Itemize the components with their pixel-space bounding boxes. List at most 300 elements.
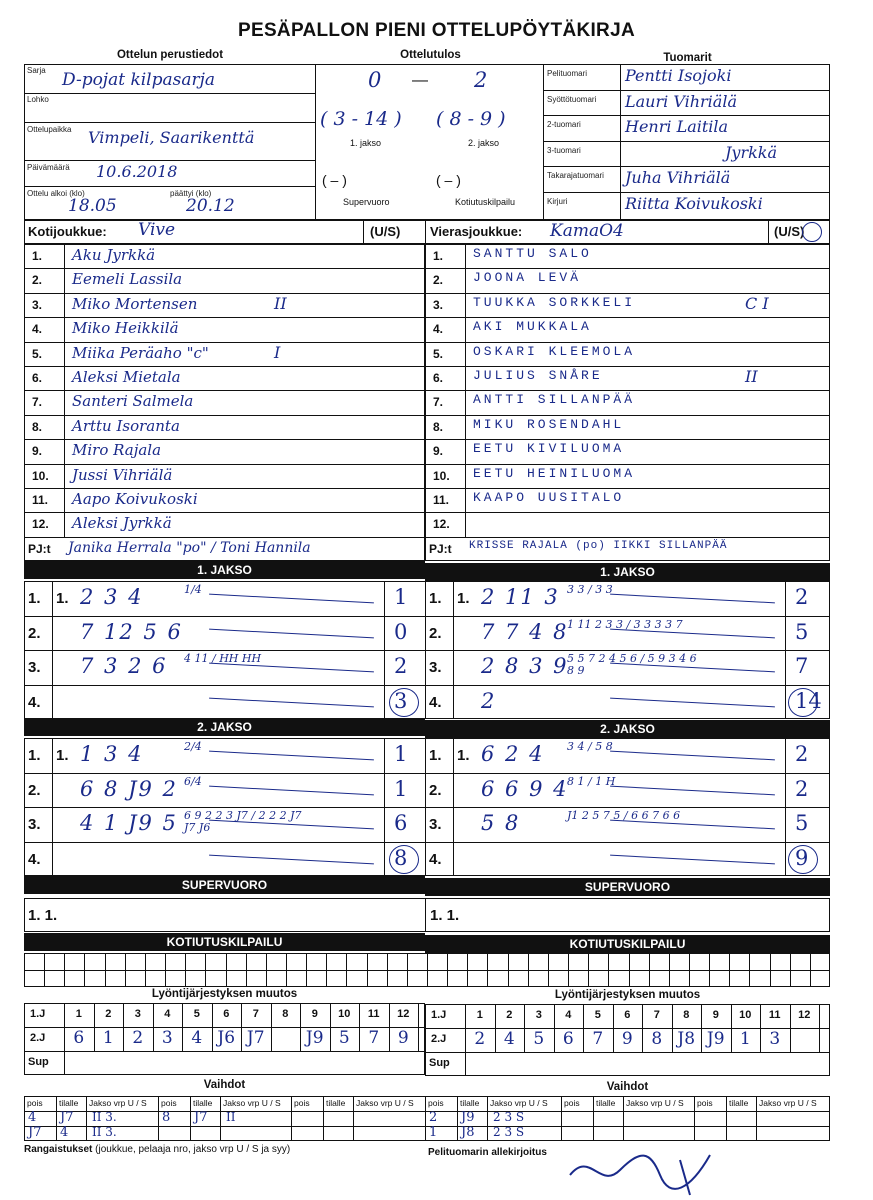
home-player-name: Eemeli Lassila bbox=[72, 270, 183, 289]
paikka-label: Ottelupaikka bbox=[27, 125, 72, 134]
order-col-header: 9 bbox=[311, 1008, 318, 1020]
inning-divider bbox=[24, 616, 425, 617]
home-team-name: Vive bbox=[138, 220, 176, 240]
away-player-name: AKI MUKKALA bbox=[473, 319, 592, 335]
kot-score: ( – ) bbox=[436, 172, 461, 188]
run-notes: 5 5 7 2 4 5 6 / 5 9 3 4 6 8 9 bbox=[567, 652, 697, 677]
away-player-number: 10. bbox=[433, 468, 450, 483]
penalties-note: (joukkue, pelaaja nro, jakso vrp U / S ja syy) bbox=[95, 1144, 291, 1155]
home-player-number: 1. bbox=[32, 249, 43, 263]
home-player-number: 7. bbox=[32, 395, 43, 410]
player-divider bbox=[425, 439, 830, 440]
away-player-name: MIKU ROSENDAHL bbox=[473, 416, 625, 432]
home-player-name: Santeri Salmela bbox=[72, 392, 194, 411]
run-notes: 1/4 bbox=[184, 583, 202, 596]
subs-col-header: tilalle bbox=[326, 1098, 346, 1108]
order-col-header: 10 bbox=[739, 1009, 752, 1021]
home-player-number: 8. bbox=[32, 419, 43, 434]
home-player-name: Miko Heikkilä bbox=[72, 319, 179, 338]
referee-col-divider bbox=[620, 64, 621, 220]
player-divider bbox=[425, 317, 830, 318]
subs-col-header: pois bbox=[697, 1098, 713, 1108]
inning-divider bbox=[24, 807, 425, 808]
inning-divider bbox=[24, 685, 425, 686]
away-player-name: JULIUS SNÅRE bbox=[473, 368, 603, 383]
player-divider bbox=[24, 537, 425, 538]
order-value: 1 bbox=[102, 1028, 114, 1048]
home-player-number: 4. bbox=[32, 322, 43, 337]
away-player-number: 6. bbox=[433, 371, 444, 385]
away-player-number: 4. bbox=[433, 322, 444, 337]
sub-in: J8 bbox=[461, 1125, 475, 1140]
alkoi-value: 18.05 bbox=[68, 196, 117, 216]
inning-runs: 1 bbox=[394, 585, 408, 609]
order-col-header: 5 bbox=[594, 1009, 601, 1021]
batting-sequence: 2 3 4 bbox=[80, 585, 144, 609]
home-player-name: Aku Jyrkkä bbox=[72, 246, 156, 264]
order-col-header: 10 bbox=[338, 1008, 351, 1020]
order-value: 8 bbox=[651, 1029, 663, 1049]
total-circle bbox=[389, 845, 419, 874]
away-player-name: EETU HEINILUOMA bbox=[473, 465, 636, 481]
super-score: ( – ) bbox=[322, 172, 347, 188]
inning-runs: 5 bbox=[795, 619, 809, 644]
player-divider bbox=[425, 512, 830, 513]
pvm-value: 10.6.2018 bbox=[96, 162, 178, 181]
inning-number: 1. bbox=[28, 747, 41, 764]
sarja-value: D-pojat kilpasarja bbox=[62, 70, 216, 90]
order-value: 1 bbox=[739, 1029, 751, 1049]
subs-col-header: tilalle bbox=[460, 1098, 480, 1108]
inning-number: 1. bbox=[28, 590, 41, 607]
player-divider bbox=[425, 464, 830, 465]
subs-col-header: tilalle bbox=[59, 1098, 79, 1108]
order-col-header: 12 bbox=[397, 1008, 410, 1020]
subs-row bbox=[24, 1126, 830, 1127]
super-label: Supervuoro bbox=[343, 197, 390, 207]
order-col-header: 1 bbox=[476, 1009, 483, 1021]
home-player-name: Aleksi Mietala bbox=[72, 368, 181, 386]
order-value: J6 bbox=[217, 1028, 236, 1048]
p1-label: 1. jakso bbox=[350, 138, 382, 148]
referee-name: Jyrkkä bbox=[725, 142, 778, 162]
inning-runs: 8 bbox=[394, 845, 408, 870]
p2-label: 2. jakso bbox=[468, 138, 500, 148]
subs-col-divider bbox=[756, 1096, 757, 1141]
subs-col-divider bbox=[56, 1096, 57, 1141]
subs-group-divider bbox=[425, 1096, 426, 1141]
run-notes: 3 3 / 3 3 bbox=[567, 583, 613, 596]
inning-divider bbox=[24, 842, 425, 843]
batting-sequence: 7 12 5 6 bbox=[80, 619, 183, 644]
inning-runs: 2 bbox=[394, 654, 408, 678]
player-divider bbox=[425, 415, 830, 416]
inning-runs: 6 bbox=[394, 811, 408, 835]
away-player-number: 3. bbox=[433, 297, 444, 312]
away-player-number: 12. bbox=[433, 517, 450, 532]
sub-in: J7 bbox=[60, 1110, 74, 1125]
player-divider bbox=[24, 512, 425, 513]
order-col-header: 9 bbox=[712, 1009, 719, 1021]
subs-col-header: pois bbox=[428, 1098, 444, 1108]
run-notes: 8 1 / 1 H bbox=[567, 774, 616, 788]
subs-col-header: Jakso vrp U / S bbox=[759, 1098, 817, 1108]
sub-period: 2 3 S bbox=[493, 1125, 525, 1139]
order-value: J9 bbox=[706, 1029, 725, 1049]
player-divider bbox=[24, 464, 425, 465]
order-row-label: 2.J bbox=[431, 1033, 447, 1045]
total-circle bbox=[788, 845, 818, 874]
order-value: 9 bbox=[621, 1029, 633, 1049]
inning-divider bbox=[24, 650, 425, 651]
period-band-away: 1. JAKSO bbox=[425, 563, 830, 581]
away-team-name: KamaO4 bbox=[550, 221, 624, 241]
alkoi-label: Ottelu alkoi (klo) bbox=[27, 189, 85, 198]
signature-scribble bbox=[560, 1130, 730, 1200]
referee-name: Lauri Vihriälä bbox=[625, 91, 737, 111]
inning-divider bbox=[425, 616, 830, 617]
inning-number: 2. bbox=[429, 624, 442, 642]
away-team-label: Vierasjoukkue: bbox=[430, 224, 523, 239]
away-pj-value: KRISSE RAJALA (po) IIKKI SILLANPÄÄ bbox=[469, 539, 728, 552]
super-band-away: SUPERVUORO bbox=[425, 878, 830, 896]
home-player-name: Jussi Vihriälä bbox=[72, 465, 173, 484]
away-player-name: KAAPO UUSITALO bbox=[473, 490, 625, 505]
home-player-number: 9. bbox=[32, 444, 43, 459]
run-notes: 4 11 / HH HH bbox=[184, 652, 262, 665]
referee-divider bbox=[543, 166, 830, 167]
subs-col-header: tilalle bbox=[596, 1098, 616, 1108]
subs-col-header: Jakso vrp U / S bbox=[223, 1098, 281, 1108]
order-col-header: 2 bbox=[506, 1009, 513, 1021]
p1-score: ( 3 - 14 ) bbox=[320, 108, 402, 130]
subs-col-divider bbox=[457, 1096, 458, 1141]
home-player-name: Miko Mortensen bbox=[72, 294, 198, 313]
away-player-number: 1. bbox=[433, 249, 444, 263]
away-player-name: TUUKKA SORKKELI bbox=[473, 294, 636, 310]
total-circle bbox=[788, 688, 818, 717]
inning-divider bbox=[425, 807, 830, 808]
order-value: 9 bbox=[397, 1028, 409, 1048]
subs-col-header: pois bbox=[161, 1098, 177, 1108]
subs-col-header: pois bbox=[564, 1098, 580, 1108]
subs-heading-away: Vaihdot bbox=[606, 1081, 649, 1093]
kot-label: Kotiutuskilpailu bbox=[455, 197, 516, 207]
inning-number: 3. bbox=[429, 659, 442, 676]
order-col-header: 3 bbox=[535, 1009, 542, 1021]
subs-col-header: tilalle bbox=[729, 1098, 749, 1108]
order-col-header: 6 bbox=[624, 1009, 631, 1021]
order-value: 7 bbox=[368, 1028, 380, 1048]
inning-number: 2. bbox=[28, 624, 41, 642]
batting-sequence: 4 1 J9 5 bbox=[80, 811, 178, 835]
order-col-divider bbox=[418, 1003, 419, 1051]
batting-sequence: 6 6 9 4 bbox=[481, 776, 569, 801]
order-row-label: 2.J bbox=[30, 1032, 46, 1044]
batting-sequence: 2 bbox=[481, 688, 497, 713]
sub-out: 8 bbox=[162, 1110, 171, 1125]
referee-name: Pentti Isojoki bbox=[625, 66, 732, 85]
run-notes: 3 4 / 5 8 bbox=[567, 740, 613, 753]
inning-runs: 5 bbox=[795, 811, 809, 835]
batting-sequence: 1 3 4 bbox=[80, 742, 144, 766]
inning-number: 4. bbox=[28, 850, 41, 868]
player-divider bbox=[24, 366, 425, 367]
inning-number: 4. bbox=[429, 850, 442, 868]
result-home: 0 bbox=[368, 68, 382, 92]
order-value: 5 bbox=[338, 1028, 350, 1048]
order-value: J7 bbox=[246, 1028, 265, 1048]
super-home-label: 1. 1. bbox=[28, 907, 58, 924]
order-col-header: 12 bbox=[798, 1009, 811, 1021]
order-col-header: 2 bbox=[105, 1008, 112, 1020]
referee-divider bbox=[543, 90, 830, 91]
inning-number: 4. bbox=[429, 693, 442, 711]
inning-divider bbox=[425, 685, 830, 686]
away-player-name: OSKARI KLEEMOLA bbox=[473, 343, 636, 359]
sarja-label: Sarja bbox=[27, 66, 46, 75]
player-divider bbox=[425, 268, 830, 269]
sub-in: J7 bbox=[194, 1110, 208, 1125]
subs-col-header: Jakso vrp U / S bbox=[356, 1098, 414, 1108]
run-notes: 2/4 bbox=[184, 740, 202, 753]
inning-number: 1. bbox=[429, 590, 442, 607]
inning-sub: 1. bbox=[457, 747, 470, 764]
home-player-number: 11. bbox=[32, 493, 49, 507]
run-notes: 6 9 2 2 3 J7 / 2 2 2 J7 J7 J6 bbox=[184, 809, 302, 834]
lohko-label: Lohko bbox=[27, 95, 49, 104]
away-player-number: 5. bbox=[433, 346, 444, 361]
order-value: 5 bbox=[533, 1029, 545, 1049]
order-col-header: 6 bbox=[223, 1008, 230, 1020]
home-player-name: Miika Peräaho "c" bbox=[72, 343, 209, 362]
away-player-name: SANTTU SALO bbox=[473, 246, 592, 261]
inning-number: 4. bbox=[28, 693, 41, 711]
away-pj-label: PJ:t bbox=[429, 541, 452, 556]
order-value: 6 bbox=[73, 1028, 85, 1048]
subs-col-divider bbox=[487, 1096, 488, 1141]
subs-col-header: Jakso vrp U / S bbox=[490, 1098, 548, 1108]
referee-label: 2-tuomari bbox=[547, 120, 581, 129]
player-divider bbox=[24, 488, 425, 489]
batting-sequence: 7 3 2 6 bbox=[80, 654, 168, 678]
home-player-number: 12. bbox=[32, 517, 49, 532]
away-player-name: EETU KIVILUOMA bbox=[473, 441, 625, 457]
order-col-header: 11 bbox=[768, 1009, 781, 1021]
player-divider bbox=[425, 342, 830, 343]
away-us: (U/S) bbox=[774, 224, 805, 239]
order-row-label: 1.J bbox=[431, 1009, 447, 1021]
order-col-header: 8 bbox=[282, 1008, 289, 1020]
sub-period: II 3. bbox=[92, 1110, 117, 1124]
order-col-header: 4 bbox=[164, 1008, 171, 1020]
away-player-name: ANTTI SILLANPÄÄ bbox=[473, 392, 636, 408]
away-player-mark: C I bbox=[745, 293, 769, 313]
home-player-name: Aleksi Jyrkkä bbox=[72, 514, 172, 533]
inning-number: 1. bbox=[429, 747, 442, 764]
inning-runs: 2 bbox=[795, 742, 809, 766]
referee-label: Syöttötuomari bbox=[547, 94, 597, 104]
subs-row bbox=[24, 1111, 830, 1112]
order-value: 7 bbox=[592, 1029, 604, 1049]
order-col-header: 7 bbox=[252, 1008, 259, 1020]
sub-in: 4 bbox=[60, 1125, 69, 1140]
subs-col-header: Jakso vrp U / S bbox=[626, 1098, 684, 1108]
period-band-home: 2. JAKSO bbox=[24, 718, 425, 736]
order-heading-away: Lyöntijärjestyksen muutos bbox=[554, 989, 701, 1001]
basic-info-heading: Ottelun perustiedot bbox=[116, 49, 224, 61]
order-value: 6 bbox=[562, 1029, 574, 1049]
away-player-number: 2. bbox=[433, 273, 444, 288]
order-heading-home: Lyöntijärjestyksen muutos bbox=[151, 988, 298, 1000]
away-player-number: 8. bbox=[433, 419, 444, 434]
inning-divider bbox=[24, 773, 425, 774]
referee-divider bbox=[543, 192, 830, 193]
sub-out: 4 bbox=[28, 1110, 37, 1125]
player-divider bbox=[425, 488, 830, 489]
paikka-value: Vimpeli, Saarikenttä bbox=[88, 128, 255, 147]
order-value: 3 bbox=[769, 1029, 781, 1049]
home-player-number: 2. bbox=[32, 273, 43, 288]
order-row-divider bbox=[24, 1051, 425, 1052]
order-row-label: Sup bbox=[28, 1056, 49, 1068]
kot-band-away: KOTIUTUSKILPAILU bbox=[425, 935, 830, 953]
result-away: 2 bbox=[474, 68, 488, 92]
home-pj-label: PJ:t bbox=[28, 541, 51, 556]
order-row-label: 1.J bbox=[30, 1008, 46, 1020]
home-player-name: Aapo Koivukoski bbox=[72, 490, 198, 508]
order-value: 4 bbox=[503, 1029, 515, 1049]
order-value: 2 bbox=[132, 1028, 144, 1048]
referee-label: Takarajatuomari bbox=[547, 171, 604, 180]
subs-heading-home: Vaihdot bbox=[203, 1079, 246, 1091]
away-player-name: JOONA LEVÄ bbox=[473, 270, 582, 286]
player-divider bbox=[24, 293, 425, 294]
home-player-name: Miro Rajala bbox=[72, 441, 162, 460]
inning-runs: 1 bbox=[394, 776, 408, 801]
referee-label: Pelituomari bbox=[547, 69, 588, 78]
super-band-home: SUPERVUORO bbox=[24, 876, 425, 894]
player-divider bbox=[24, 415, 425, 416]
player-divider bbox=[24, 390, 425, 391]
away-player-number: 9. bbox=[433, 444, 444, 459]
away-player-mark: II bbox=[745, 367, 758, 386]
inning-runs: 14 bbox=[795, 688, 822, 713]
player-divider bbox=[425, 537, 830, 538]
order-col-header: 1 bbox=[75, 1008, 82, 1020]
run-notes: 1 11 2 3 3 / 3 3 3 3 7 bbox=[567, 617, 683, 631]
subs-col-divider bbox=[323, 1096, 324, 1141]
kotiutus-mid bbox=[24, 970, 830, 971]
order-col-header: 5 bbox=[193, 1008, 200, 1020]
period-band-away: 2. JAKSO bbox=[425, 720, 830, 738]
player-divider bbox=[24, 317, 425, 318]
subs-col-header: pois bbox=[27, 1098, 43, 1108]
referee-name: Riitta Koivukoski bbox=[625, 193, 763, 213]
total-circle bbox=[389, 688, 419, 717]
inning-runs: 2 bbox=[795, 776, 809, 801]
batting-sequence: 2 11 3 bbox=[481, 585, 560, 609]
referee-label: 3-tuomari bbox=[547, 145, 581, 155]
referee-name: Juha Vihriälä bbox=[625, 168, 731, 187]
order-row-label: Sup bbox=[429, 1057, 450, 1069]
home-player-mark: II bbox=[274, 293, 287, 313]
player-divider bbox=[24, 439, 425, 440]
inning-runs: 1 bbox=[394, 742, 408, 766]
home-player-mark: I bbox=[274, 342, 281, 362]
order-row-divider bbox=[425, 1052, 830, 1053]
inning-runs: 0 bbox=[394, 619, 408, 644]
home-player-number: 3. bbox=[32, 297, 43, 312]
p2-score: ( 8 - 9 ) bbox=[436, 108, 506, 130]
page-title: PESÄPALLON PIENI OTTELUPÖYTÄKIRJA bbox=[238, 20, 635, 41]
away-player-number: 11. bbox=[433, 493, 450, 507]
sub-out: 2 bbox=[429, 1110, 438, 1125]
sub-period: II bbox=[226, 1110, 236, 1124]
home-pj-value: Janika Herrala "po" / Toni Hannila bbox=[68, 539, 311, 556]
player-divider bbox=[24, 268, 425, 269]
subs-col-divider bbox=[86, 1096, 87, 1141]
sub-period: 2 3 S bbox=[493, 1110, 525, 1124]
kot-band-home: KOTIUTUSKILPAILU bbox=[24, 933, 425, 951]
sub-out: 1 bbox=[429, 1125, 438, 1140]
penalties-label bbox=[24, 1144, 290, 1155]
inning-number: 3. bbox=[28, 816, 41, 833]
subs-group-divider bbox=[158, 1096, 159, 1141]
inning-sub: 1. bbox=[56, 747, 69, 764]
result-heading: Ottelutulos bbox=[400, 49, 461, 61]
batting-sequence: 7 7 4 8 bbox=[481, 619, 569, 644]
home-us: (U/S) bbox=[370, 224, 401, 239]
order-value: J8 bbox=[677, 1029, 696, 1049]
subs-col-header: tilalle bbox=[193, 1098, 213, 1108]
inning-runs: 7 bbox=[795, 654, 809, 678]
order-col-header: 11 bbox=[367, 1008, 380, 1020]
inning-divider bbox=[425, 650, 830, 651]
period-band-home: 1. JAKSO bbox=[24, 561, 425, 579]
player-divider bbox=[425, 293, 830, 294]
order-col-divider bbox=[819, 1004, 820, 1052]
sub-out: J7 bbox=[28, 1125, 42, 1140]
paattyi-label: päättyi (klo) bbox=[170, 189, 212, 198]
subs-col-header: pois bbox=[294, 1098, 310, 1108]
home-player-number: 10. bbox=[32, 468, 49, 483]
inning-number: 3. bbox=[429, 816, 442, 833]
subs-col-divider bbox=[353, 1096, 354, 1141]
referee-divider bbox=[543, 115, 830, 116]
home-player-name: Arttu Isoranta bbox=[72, 416, 180, 435]
home-team-label: Kotijoukkue: bbox=[28, 224, 107, 239]
sub-period: II 3. bbox=[92, 1125, 117, 1139]
order-col-header: 8 bbox=[683, 1009, 690, 1021]
order-col-header: 7 bbox=[653, 1009, 660, 1021]
result-dash: — bbox=[412, 72, 428, 89]
batting-sequence: 2 8 3 9 bbox=[481, 654, 569, 678]
penalties-title: Rangaistukset bbox=[24, 1144, 93, 1155]
order-value: 3 bbox=[161, 1028, 173, 1048]
batting-sequence: 6 2 4 bbox=[481, 742, 545, 766]
inning-divider bbox=[425, 842, 830, 843]
player-divider bbox=[425, 390, 830, 391]
away-player-number: 7. bbox=[433, 395, 444, 410]
subs-col-divider bbox=[190, 1096, 191, 1141]
inning-number: 2. bbox=[429, 781, 442, 799]
order-col-header: 3 bbox=[134, 1008, 141, 1020]
paattyi-value: 20.12 bbox=[186, 196, 235, 216]
player-divider bbox=[24, 342, 425, 343]
subs-col-divider bbox=[220, 1096, 221, 1141]
inning-divider bbox=[425, 773, 830, 774]
